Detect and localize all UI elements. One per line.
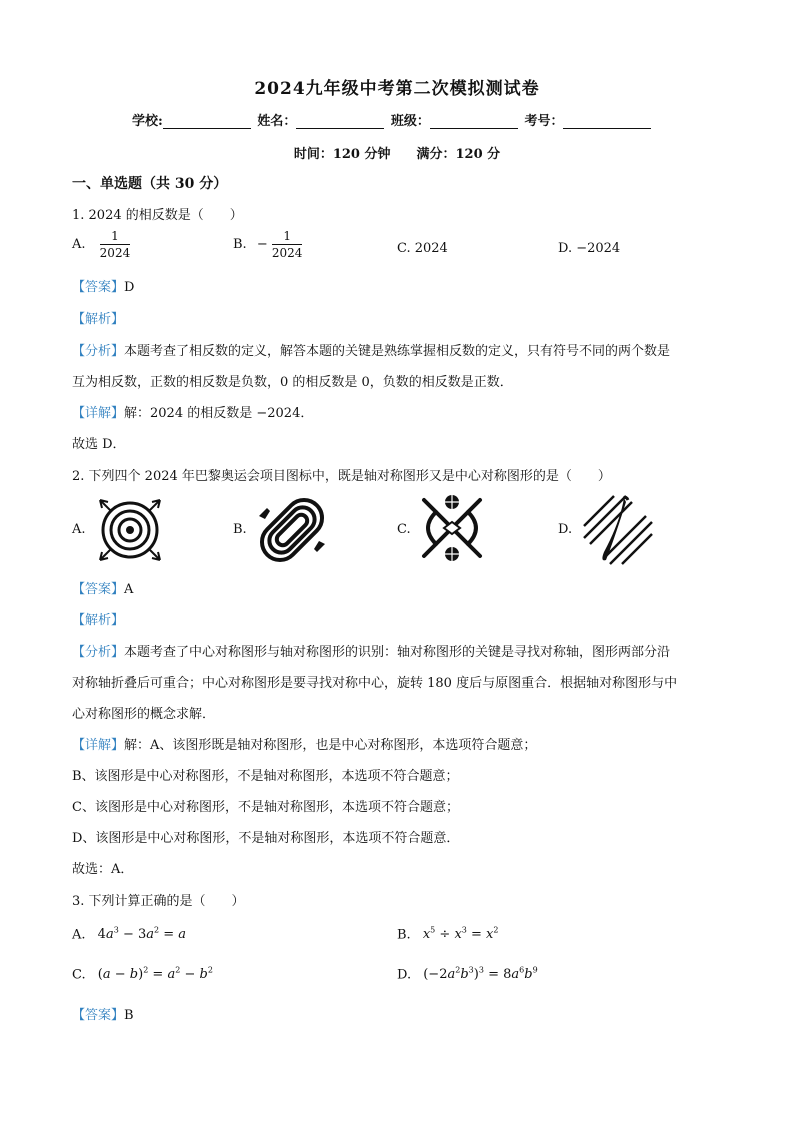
name-label: 姓名： — [257, 114, 297, 129]
xiangjie-tag: 【详解】 — [72, 406, 125, 421]
q1-option-a-fraction — [100, 228, 131, 261]
answer-tag: 【答案】 — [72, 1008, 125, 1023]
q1-option-d: D. −2024 — [558, 241, 621, 256]
name-blank — [296, 116, 384, 129]
q2-line-b: B、该图形是中心对称图形，不是轴对称图形，本选项不符合题意； — [72, 769, 459, 784]
page-title: 2024九年级中考第二次模拟测试卷 — [254, 79, 540, 99]
q2-option-d-label: D. — [558, 522, 573, 537]
q2-stem: 2. 下列四个 2024 年巴黎奥运会项目图标中，既是轴对称图形又是中心对称图形的是（ ） — [72, 469, 611, 484]
answer-tag: 【答案】 — [72, 280, 125, 295]
number-blank — [563, 116, 651, 129]
q1-answer — [72, 276, 134, 295]
fraction-numerator: 1 — [272, 228, 303, 245]
q2-option-c-label: C. — [397, 522, 411, 537]
q1-xiangjie — [72, 402, 313, 421]
q3-option-b-formula: $x^5 \div x^3 = x^2$ — [422, 926, 499, 943]
exam-time-score: 时间：120 分钟 满分：120 分 — [293, 147, 501, 162]
q3-option-c — [72, 966, 213, 982]
answer-value: B — [124, 1008, 134, 1023]
q3-option-c-formula: $(a - b)^2 = a^2 - b^2$ — [97, 966, 213, 983]
fraction-denominator: 2024 — [271, 246, 303, 260]
q2-line-d: D、该图形是中心对称图形，不是轴对称图形，本选项不符合题意． — [72, 831, 460, 846]
q3-stem: 3. 下列计算正确的是（ ） — [72, 894, 245, 909]
fraction-denominator: 2024 — [99, 246, 131, 260]
q1-option-b — [233, 228, 302, 261]
q2-fenxi-line3: 心对称图形的概念求解． — [72, 707, 216, 722]
basketball-3x3-icon — [414, 492, 490, 568]
athletics-track-icon — [253, 494, 331, 566]
q3-option-a — [72, 926, 186, 942]
q3-option-d — [397, 966, 538, 982]
q1-stem: 1. 2024 的相反数是（ ） — [72, 208, 243, 223]
q2-option-a-label: A. — [72, 522, 86, 537]
q2-line-c: C、该图形是中心对称图形，不是轴对称图形，本选项不符合题意； — [72, 800, 459, 815]
answer-value: A — [124, 582, 134, 597]
q1-option-b-sign: − — [256, 237, 268, 252]
fenxi-tag: 【分析】 — [72, 344, 125, 359]
archery-icon — [94, 494, 166, 566]
xiangjie-tag: 【详解】 — [72, 738, 125, 753]
q3-option-b — [397, 926, 498, 942]
class-label: 班级： — [390, 114, 430, 129]
q3-answer — [72, 1004, 134, 1023]
class-blank — [430, 116, 518, 129]
q2-answer — [72, 578, 133, 597]
q1-analysis-tag: 【解析】 — [72, 312, 125, 327]
q3-option-c-label: C. — [72, 967, 86, 983]
student-info-line — [132, 110, 653, 129]
q3-option-a-label: A. — [72, 927, 86, 943]
school-blank — [163, 116, 251, 129]
fenxi-text: 本题考查了相反数的定义，解答本题的关键是熟练掌握相反数的定义，只有符号不同的两个数是 — [124, 344, 671, 359]
q2-analysis-tag: 【解析】 — [72, 613, 125, 628]
fraction-numerator: 1 — [100, 228, 131, 245]
q2-fenxi-line1 — [72, 641, 670, 660]
canoe-icon — [580, 492, 656, 568]
q2-xiangjie — [72, 734, 536, 753]
school-label: 学校: — [132, 114, 163, 129]
number-label: 考号： — [524, 114, 564, 129]
section-heading: 一、单选题（共 30 分） — [72, 176, 228, 192]
answer-value: D — [124, 280, 135, 295]
q1-fenxi-line1 — [72, 340, 670, 359]
q2-option-b-label: B. — [233, 522, 247, 537]
q1-option-a-label: A. — [72, 237, 86, 252]
q2-conclusion: 故选：A． — [72, 862, 134, 877]
xiangjie-text: 解：2024 的相反数是 −2024． — [124, 406, 314, 421]
xiangjie-text: 解：A、该图形既是轴对称图形，也是中心对称图形，本选项符合题意； — [124, 738, 537, 753]
q1-conclusion: 故选 D． — [72, 437, 126, 452]
fenxi-tag: 【分析】 — [72, 645, 125, 660]
q1-fenxi-line2: 互为相反数，正数的相反数是负数，0 的相反数是 0，负数的相反数是正数． — [72, 375, 513, 390]
answer-tag: 【答案】 — [72, 582, 125, 597]
q1-option-b-fraction — [272, 228, 303, 261]
q3-option-d-formula: $(-2a^2b^3)^3 = 8a^6b^9$ — [423, 966, 538, 983]
q1-option-a — [72, 228, 130, 261]
q3-option-a-formula: $4a^3 - 3a^2 = a$ — [97, 926, 187, 943]
q3-option-b-label: B. — [397, 927, 411, 943]
q3-option-d-label: D. — [397, 967, 412, 983]
q1-option-c: C. 2024 — [397, 241, 448, 256]
q2-fenxi-line2: 对称轴折叠后可重合；中心对称图形是要寻找对称中心，旋转 180 度后与原图重合．根据轴对称图形与中 — [72, 676, 678, 691]
q1-option-b-label: B. — [233, 237, 247, 252]
fenxi-text: 本题考查了中心对称图形与轴对称图形的识别：轴对称图形的关键是寻找对称轴，图形两部分沿 — [124, 645, 671, 660]
